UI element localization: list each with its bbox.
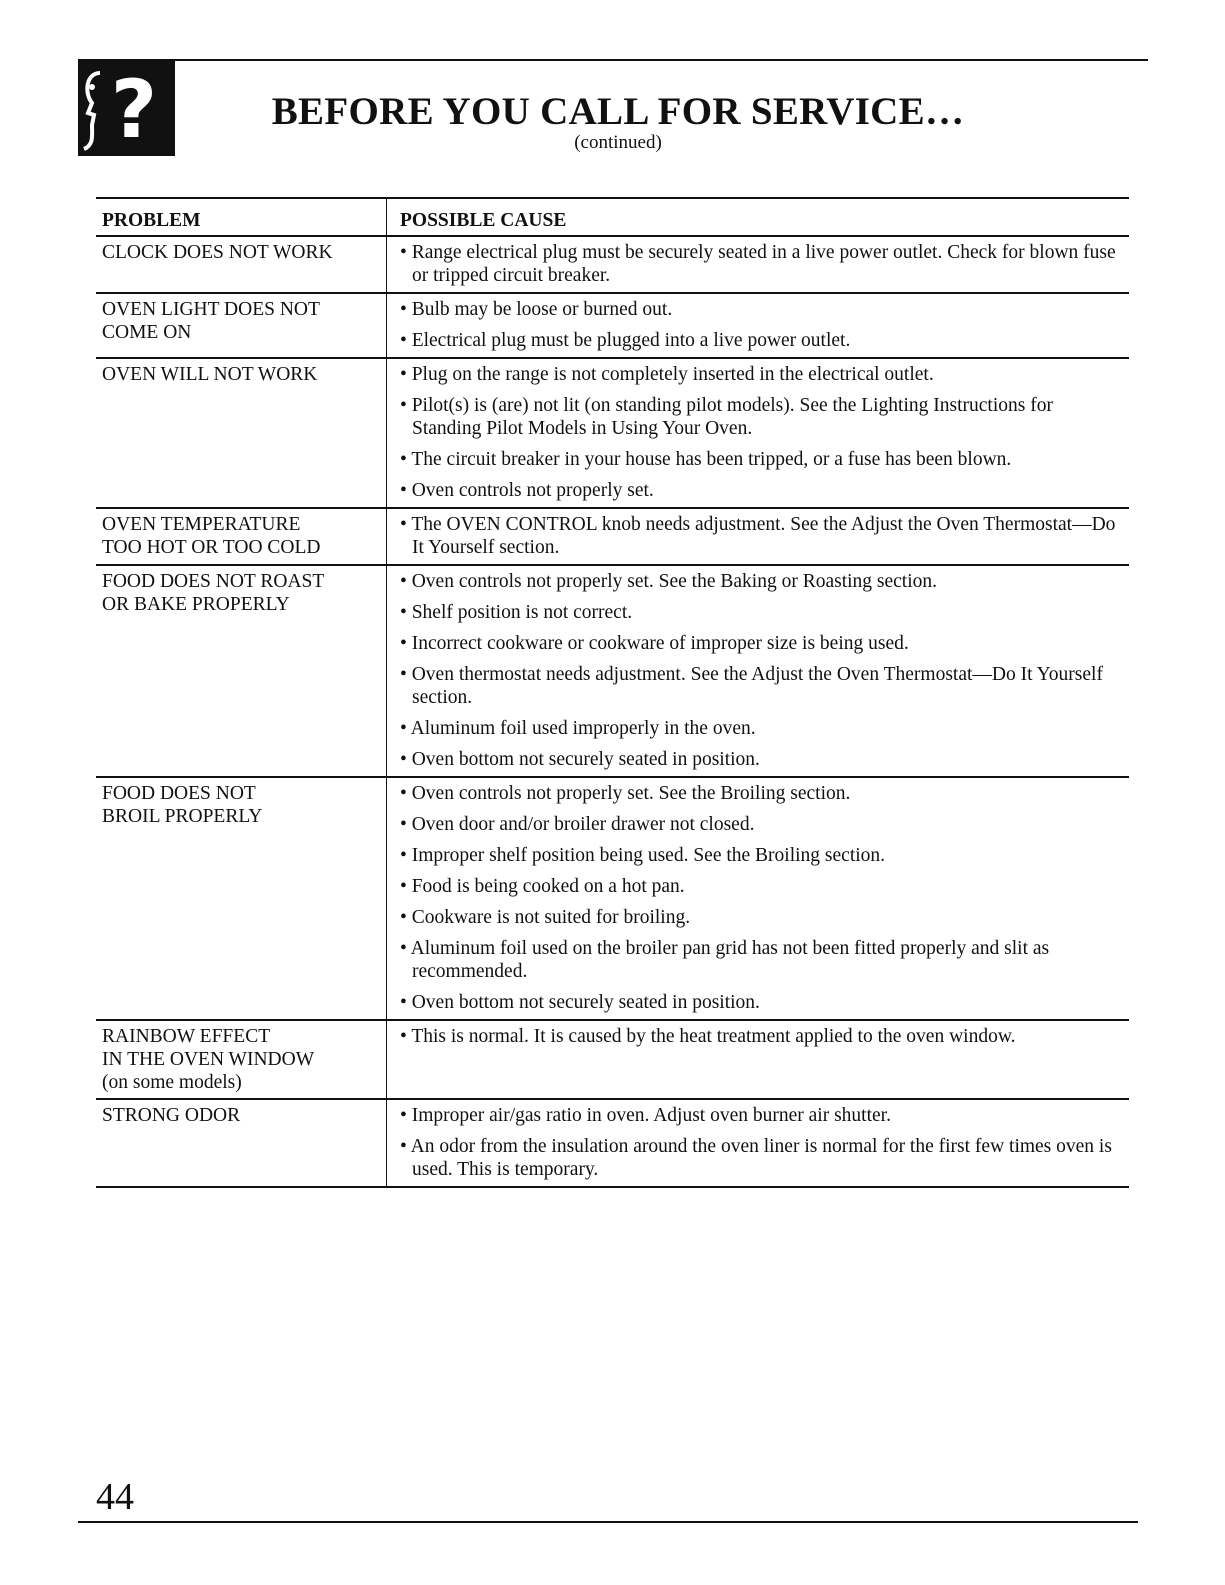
cause-item: • Pilot(s) is (are) not lit (on standing pilot models). See the Lighting Instructions for Standing Pilot Models in Using Your Oven.: [400, 395, 1053, 439]
problem-cell: [96, 778, 387, 1019]
page-title: BEFORE YOU CALL FOR SERVICE…: [271, 90, 965, 133]
cause-item: • Electrical plug must be plugged into a live power outlet.: [400, 330, 851, 351]
problem-line: STRONG ODOR: [102, 1105, 241, 1126]
problem-line: FOOD DOES NOT ROAST: [102, 571, 325, 592]
problem-line: (on some models): [102, 1072, 242, 1093]
problem-line: OVEN LIGHT DOES NOT: [102, 299, 320, 320]
page-number: 44: [96, 1476, 134, 1518]
question-mark-face-icon: [78, 59, 175, 156]
table-row: [96, 1021, 1129, 1100]
table-header: [96, 197, 1129, 237]
problem-line: CLOCK DOES NOT WORK: [102, 242, 333, 263]
cause-item: • The OVEN CONTROL knob needs adjustment. See the Adjust the Oven Thermostat—Do It Yourself section.: [400, 514, 1116, 558]
problem-cell: [96, 566, 387, 776]
cause-item: • Improper air/gas ratio in oven. Adjust oven burner air shutter.: [400, 1105, 891, 1126]
problem-line: IN THE OVEN WINDOW: [102, 1049, 315, 1070]
cause-item: • Food is being cooked on a hot pan.: [400, 876, 685, 897]
problem-cell: [96, 359, 387, 507]
cause-item: • The circuit breaker in your house has been tripped, or a fuse has been blown.: [400, 449, 1012, 470]
table-row: [96, 509, 1129, 566]
cause-item: • Incorrect cookware or cookware of improper size is being used.: [400, 633, 909, 654]
table-row: [96, 778, 1129, 1021]
page-subtitle: (continued): [574, 132, 662, 153]
cause-cell: [387, 359, 1129, 507]
top-rule: [78, 59, 1148, 61]
problem-line: FOOD DOES NOT: [102, 783, 256, 804]
cause-item: • An odor from the insulation around the oven liner is normal for the first few times oven is used. This is temporary.: [400, 1136, 1112, 1180]
cause-item: • This is normal. It is caused by the heat treatment applied to the oven window.: [400, 1026, 1016, 1047]
cause-cell: [387, 566, 1129, 776]
problem-cell: [96, 294, 387, 357]
cause-item: • Improper shelf position being used. See the Broiling section.: [400, 845, 886, 866]
table-row: [96, 566, 1129, 778]
problem-line: OVEN TEMPERATURE: [102, 514, 301, 535]
problem-line: COME ON: [102, 322, 192, 343]
cause-cell: [387, 778, 1129, 1019]
cause-item: • Oven controls not properly set. See the Broiling section.: [400, 783, 851, 804]
problem-line: TOO HOT OR TOO COLD: [102, 537, 321, 558]
problem-cell: [96, 1021, 387, 1098]
troubleshooting-table: [96, 197, 1129, 1188]
cause-item: • Aluminum foil used on the broiler pan grid has not been fitted properly and slit as recommended.: [400, 938, 1050, 982]
problem-line: OR BAKE PROPERLY: [102, 594, 290, 615]
problem-cell: [96, 1100, 387, 1186]
table-row: [96, 237, 1129, 294]
table-row: [96, 294, 1129, 359]
cause-cell: [387, 237, 1129, 292]
cause-item: • Oven controls not properly set.: [400, 480, 654, 501]
table-row: [96, 359, 1129, 509]
cause-item: • Oven bottom not securely seated in position.: [400, 992, 760, 1013]
problem-cell: [96, 509, 387, 564]
cause-item: • Plug on the range is not completely inserted in the electrical outlet.: [400, 364, 934, 385]
cause-item: • Oven controls not properly set. See the Baking or Roasting section.: [400, 571, 938, 592]
problem-column-header: PROBLEM: [96, 199, 387, 235]
cause-cell: [387, 1021, 1129, 1098]
cause-item: • Oven bottom not securely seated in position.: [400, 749, 760, 770]
problem-line: RAINBOW EFFECT: [102, 1026, 271, 1047]
cause-cell: [387, 294, 1129, 357]
cause-column-header: POSSIBLE CAUSE: [400, 210, 567, 231]
cause-item: • Cookware is not suited for broiling.: [400, 907, 691, 928]
cause-item: • Aluminum foil used improperly in the oven.: [400, 718, 756, 739]
cause-item: • Oven thermostat needs adjustment. See the Adjust the Oven Thermostat—Do It Yourself section.: [400, 664, 1103, 708]
cause-item: • Oven door and/or broiler drawer not closed.: [400, 814, 755, 835]
cause-item: • Range electrical plug must be securely seated in a live power outlet. Check for blown fuse or tripped circuit breaker.: [400, 242, 1116, 286]
cause-cell: [387, 509, 1129, 564]
problem-line: BROIL PROPERLY: [102, 806, 263, 827]
cause-cell: [387, 1100, 1129, 1186]
table-row: [96, 1100, 1129, 1188]
cause-item: • Shelf position is not correct.: [400, 602, 633, 623]
bottom-rule: [78, 1521, 1138, 1523]
cause-item: • Bulb may be loose or burned out.: [400, 299, 673, 320]
problem-line: OVEN WILL NOT WORK: [102, 364, 318, 385]
svg-text:?: ?: [110, 63, 158, 156]
problem-cell: [96, 237, 387, 292]
